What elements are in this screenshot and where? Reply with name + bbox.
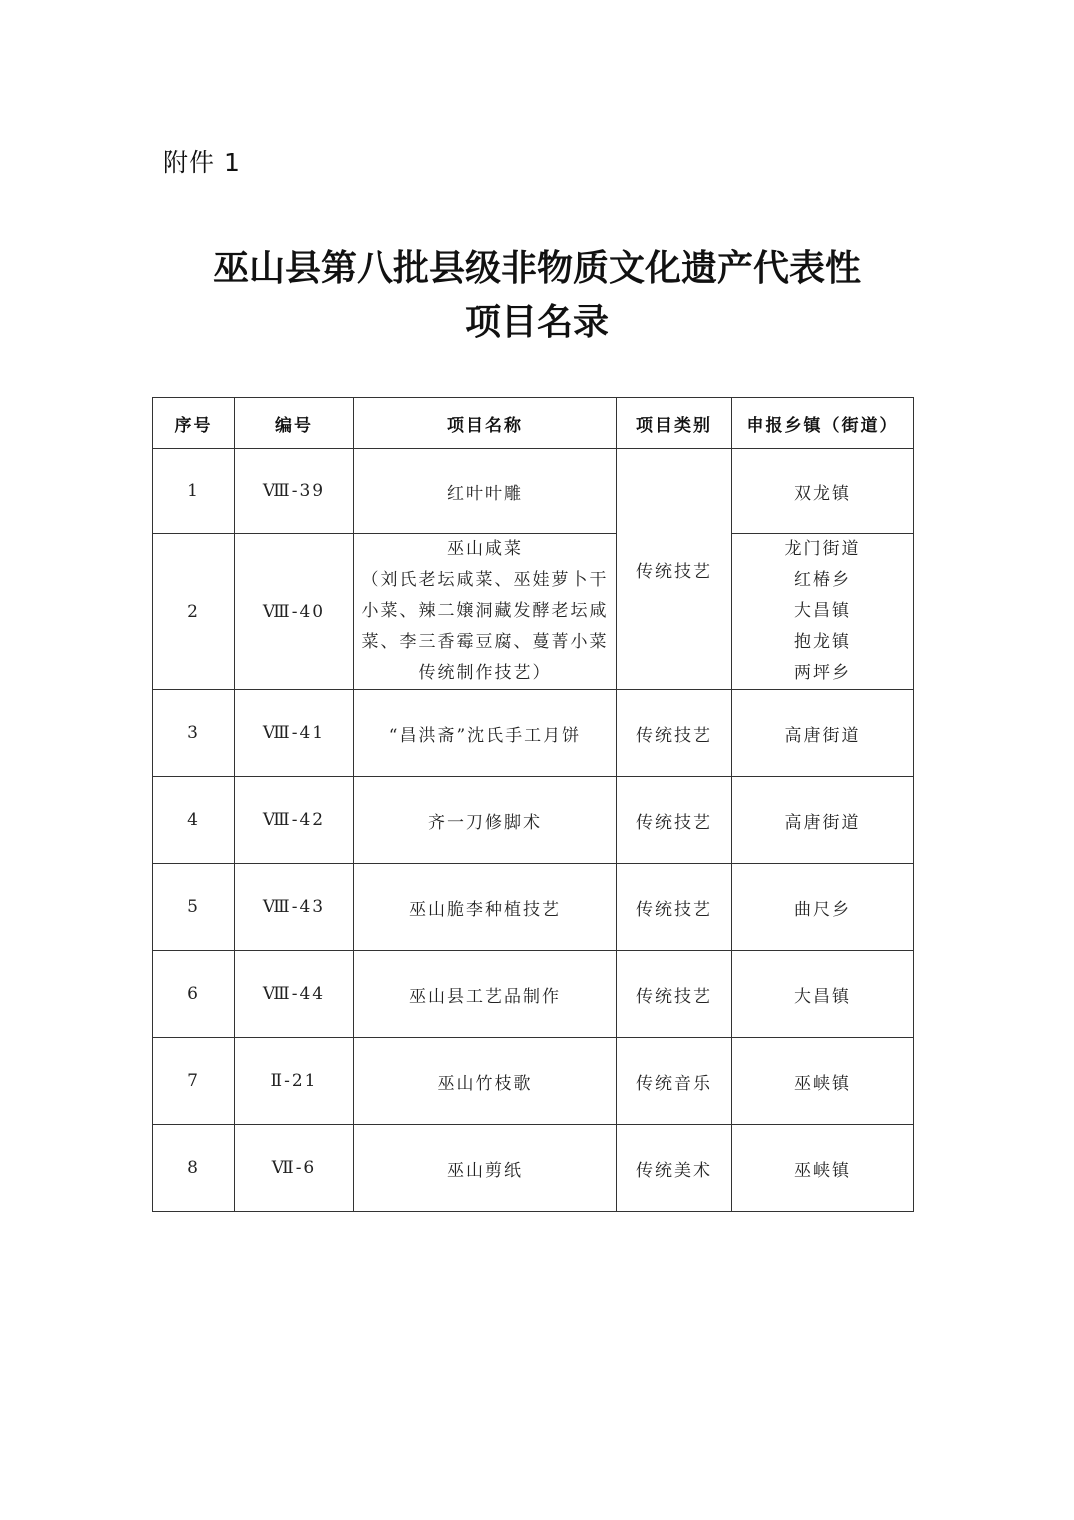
cell-project-name: 巫山剪纸: [354, 1125, 617, 1212]
header-code: 编号: [235, 398, 354, 449]
cell-town: 双龙镇: [732, 449, 914, 534]
table-row: [153, 951, 914, 1038]
cell-project-name: [354, 534, 617, 690]
cell-town: 高唐街道: [732, 690, 914, 777]
cell-code: Ⅷ-41: [235, 690, 354, 777]
town-line: 大昌镇: [794, 601, 851, 621]
cell-seq: 3: [153, 690, 235, 777]
cell-town: 高唐街道: [732, 777, 914, 864]
table-row: [153, 1125, 914, 1212]
table-row: [153, 1038, 914, 1125]
cell-seq: 6: [153, 951, 235, 1038]
cell-project-name: 红叶叶雕: [354, 449, 617, 534]
table-row: [153, 690, 914, 777]
header-seq: 序号: [153, 398, 235, 449]
town-line: 两坪乡: [794, 663, 851, 683]
table-row: [153, 534, 914, 690]
cell-category: 传统美术: [617, 1125, 732, 1212]
cell-category: 传统技艺: [617, 690, 732, 777]
cell-seq: 7: [153, 1038, 235, 1125]
cell-code: Ⅷ-44: [235, 951, 354, 1038]
project-name-line: 巫山咸菜: [447, 539, 523, 559]
document-title-line-2: 项目名录: [464, 301, 609, 343]
cell-town: 巫峡镇: [732, 1125, 914, 1212]
document-title-line-1: 巫山县第八批县级非物质文化遗产代表性: [212, 247, 861, 289]
cell-code: Ⅷ-42: [235, 777, 354, 864]
project-name-line: 菜、李三香霉豆腐、蔓菁小菜: [361, 632, 609, 652]
cell-code: Ⅷ-39: [235, 449, 354, 534]
town-line: 红椿乡: [794, 570, 851, 590]
header-category: 项目类别: [617, 398, 732, 449]
cell-code: Ⅶ-6: [235, 1125, 354, 1212]
cell-category: 传统技艺: [617, 777, 732, 864]
heritage-project-table: [152, 397, 914, 1212]
header-town: 申报乡镇（街道）: [732, 398, 914, 449]
cell-category: 传统技艺: [617, 864, 732, 951]
cell-code: Ⅷ-40: [235, 534, 354, 690]
table-header-row: [153, 398, 914, 449]
table-row: [153, 449, 914, 534]
cell-town: 巫峡镇: [732, 1038, 914, 1125]
attachment-label: 附件 1: [163, 148, 241, 177]
cell-category-merged: 传统技艺: [617, 449, 732, 690]
cell-town: [732, 534, 914, 690]
cell-seq: 4: [153, 777, 235, 864]
cell-project-name: 巫山脆李种植技艺: [354, 864, 617, 951]
cell-town: 大昌镇: [732, 951, 914, 1038]
cell-project-name: 巫山竹枝歌: [354, 1038, 617, 1125]
header-project-name: 项目名称: [354, 398, 617, 449]
town-line: 龙门街道: [784, 539, 861, 559]
project-name-line: 传统制作技艺）: [418, 663, 552, 683]
cell-project-name: 齐一刀修脚术: [354, 777, 617, 864]
cell-seq: 1: [153, 449, 235, 534]
cell-seq: 2: [153, 534, 235, 690]
table-row: [153, 864, 914, 951]
cell-seq: 8: [153, 1125, 235, 1212]
table-row: [153, 777, 914, 864]
cell-category: 传统技艺: [617, 951, 732, 1038]
cell-seq: 5: [153, 864, 235, 951]
cell-category: 传统音乐: [617, 1038, 732, 1125]
cell-project-name: “昌洪斋”沈氏手工月饼: [354, 690, 617, 777]
cell-code: Ⅱ-21: [235, 1038, 354, 1125]
project-name-line: 小菜、辣二嬢洞藏发酵老坛咸: [361, 601, 609, 621]
cell-project-name: 巫山县工艺品制作: [354, 951, 617, 1038]
town-line: 抱龙镇: [794, 632, 851, 652]
cell-code: Ⅷ-43: [235, 864, 354, 951]
project-name-line: （刘氏老坛咸菜、巫娃萝卜干: [361, 570, 609, 590]
cell-town: 曲尺乡: [732, 864, 914, 951]
